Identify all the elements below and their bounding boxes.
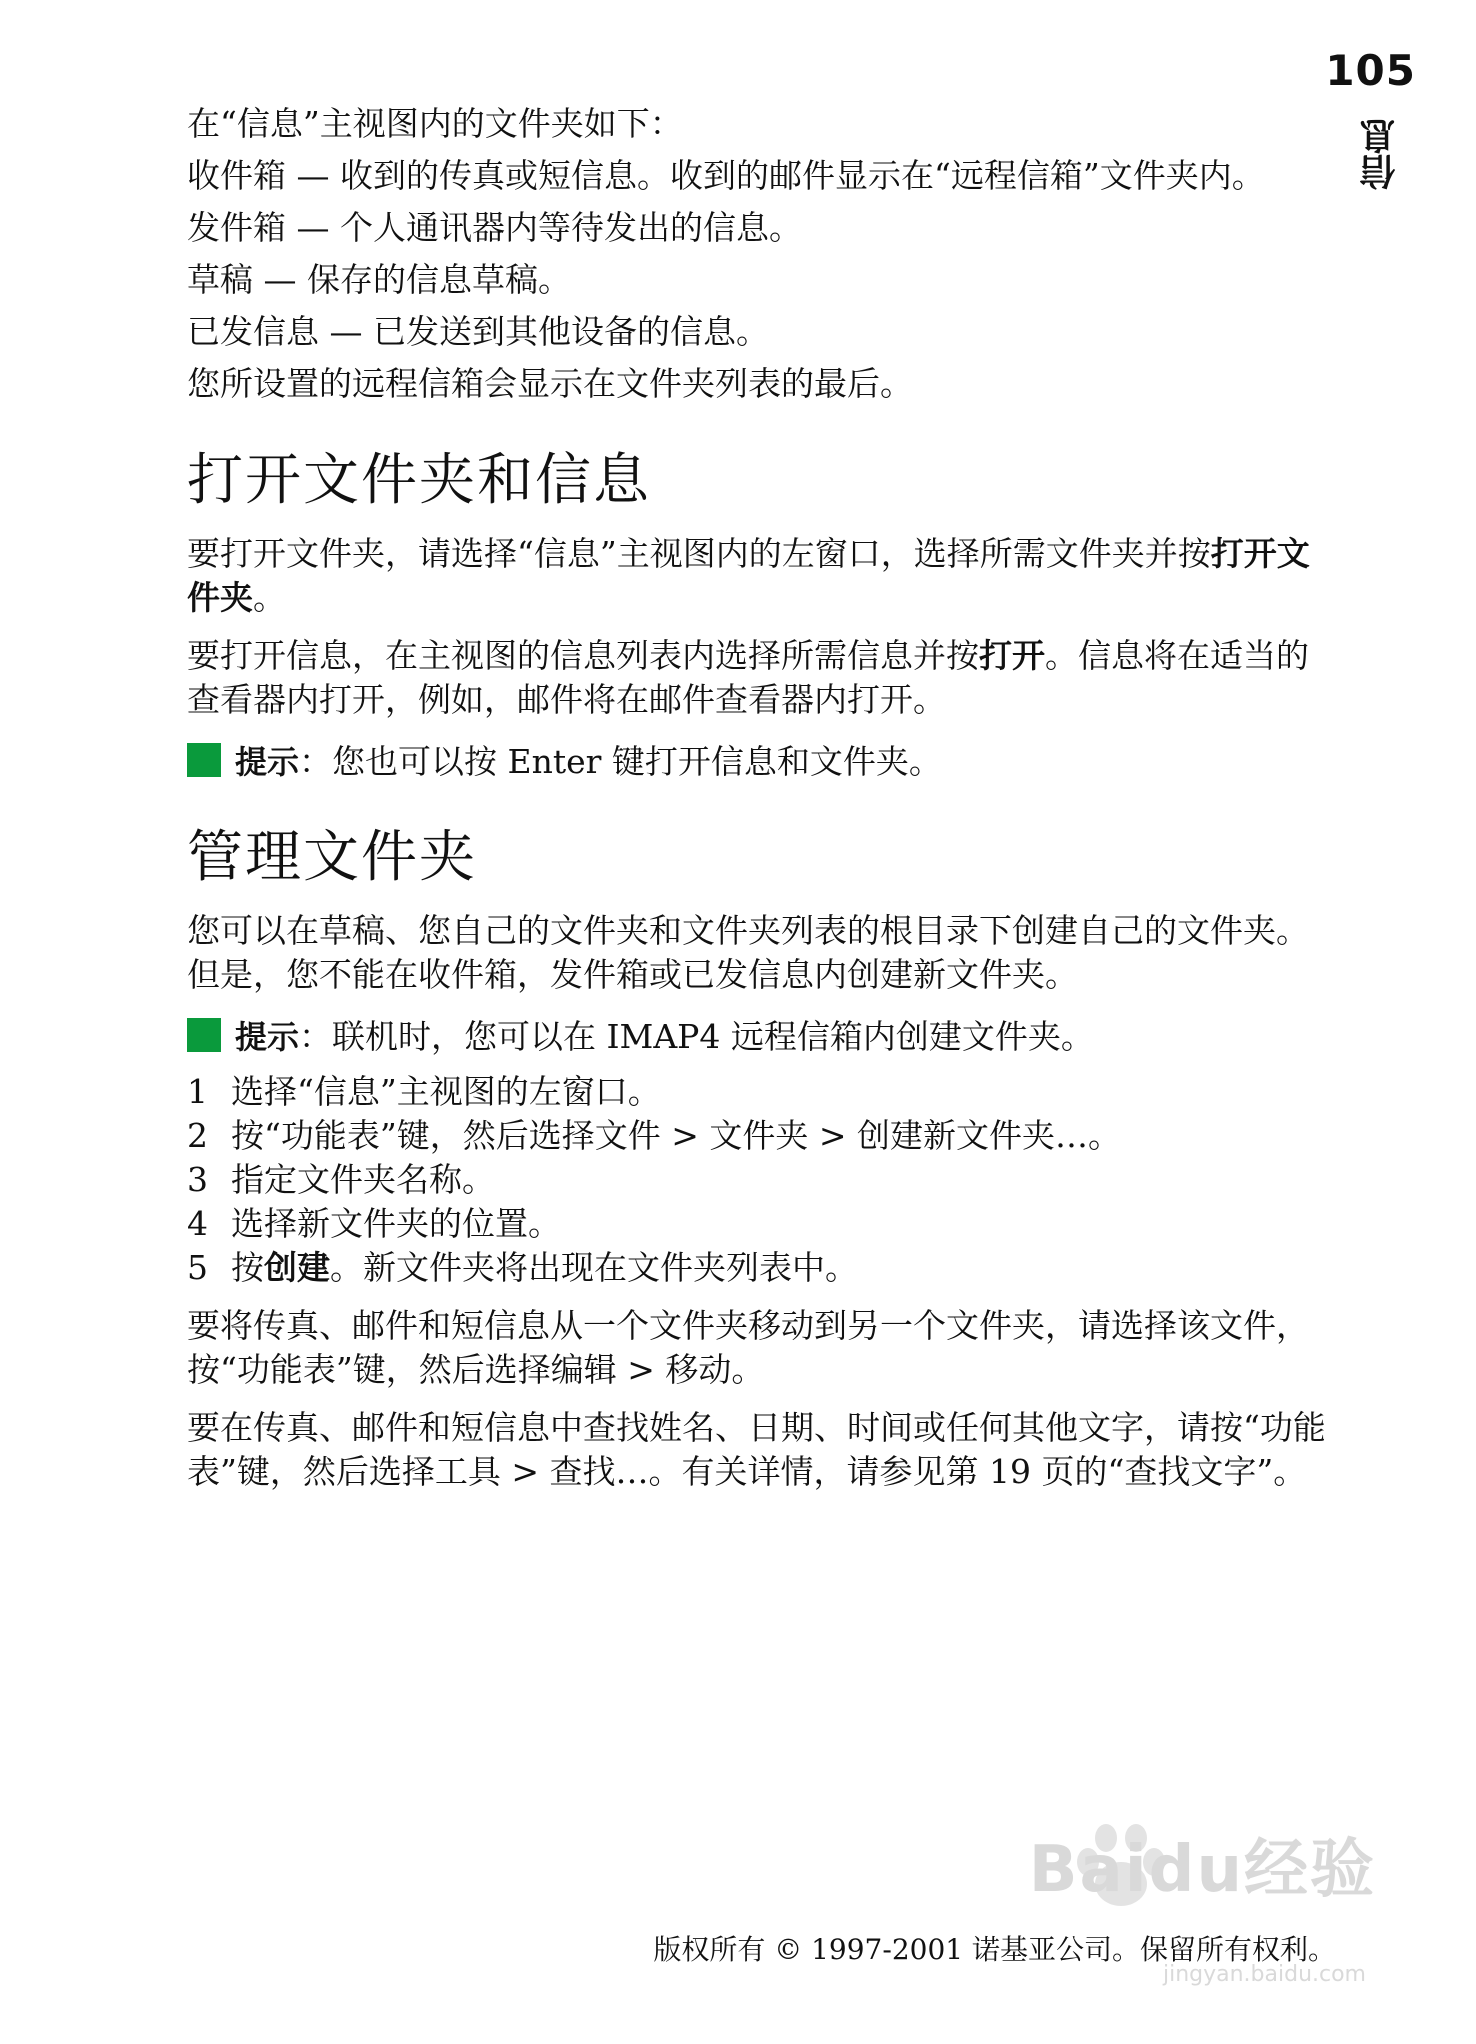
text-run: 选择新文件夹的位置。 [231,1204,561,1243]
tip-square-icon [187,1018,221,1052]
section-heading-open: 打开文件夹和信息 [187,448,651,513]
tip-text: ：您也可以按 Enter 键打开信息和文件夹。 [299,742,942,781]
section-heading-manage: 管理文件夹 [187,825,477,890]
text-run: 选择“信息”主视图的左窗口。 [231,1072,661,1111]
step-number: 1 [187,1072,208,1111]
watermark-logo: Baidu经验 [1028,1833,1376,1907]
tip-square-icon [187,743,221,777]
list-item [187,1070,1337,1114]
step-number: 3 [187,1160,208,1199]
text-run: 要打开信息，在主视图的信息列表内选择所需信息并按 [187,636,979,675]
step-text [231,1114,1121,1158]
tip-text: ：联机时，您可以在 IMAP4 远程信箱内创建文件夹。 [299,1017,1094,1056]
remote-mailbox-note: 您所设置的远程信箱会显示在文件夹列表的最后。 [187,364,913,403]
step-number: 5 [187,1248,208,1287]
step-text [231,1202,561,1246]
text-run: 指定文件夹名称。 [231,1160,495,1199]
text-run: 。新文件夹将出现在文件夹列表中。 [330,1248,858,1287]
list-item [187,1246,1337,1290]
page-number: 105 [1325,46,1416,95]
tip-imap4 [187,1011,1337,1058]
watermark-url: jingyan.baidu.com [1162,1962,1366,1987]
steps-list [187,1070,1337,1290]
tip-label: 提示 [235,742,300,781]
open-message-paragraph [187,634,1337,722]
bold-term-create: 创建 [264,1248,330,1287]
text-run: 按“功能表”键，然后选择文件 > 文件夹 > 创建新文件夹…。 [231,1116,1122,1155]
open-folder-paragraph [187,532,1337,620]
step-text [231,1158,495,1202]
page-content [187,102,1337,1508]
move-paragraph: 要将传真、邮件和短信息从一个文件夹移动到另一个文件夹，请选择该文件，按“功能表”键，然后选择编辑 > 移动。 [187,1306,1309,1389]
definition-drafts: 草稿 — 保存的信息草稿。 [187,260,571,299]
list-item [187,1202,1337,1246]
manage-folder-paragraph: 您可以在草稿、您自己的文件夹和文件夹列表的根目录下创建自己的文件夹。但是，您不能在收件箱，发件箱或已发信息内创建新文件夹。 [187,911,1309,994]
step-text [231,1070,661,1114]
list-item [187,1158,1337,1202]
step-number: 2 [187,1116,208,1155]
bold-term-open: 打开 [979,636,1045,675]
definition-inbox: 收件箱 — 收到的传真或短信息。收到的邮件显示在“远程信箱”文件夹内。 [187,156,1265,195]
list-item [187,1114,1337,1158]
bold-term-open-folder: 打开文件夹 [187,534,1310,617]
text-run: 。 [253,578,286,617]
section-tab: 信息 [1360,118,1401,190]
copyright-footer: 版权所有 © 1997-2001 诺基亚公司。保留所有权利。 [653,1933,1336,1966]
definition-outbox: 发件箱 — 个人通讯器内等待发出的信息。 [187,208,802,247]
find-paragraph: 要在传真、邮件和短信息中查找姓名、日期、时间或任何其他文字，请按“功能表”键，然后选择工具 > 查找…。有关详情，请参见第 19 页的“查找文字”。 [187,1408,1326,1491]
step-number: 4 [187,1204,208,1243]
text-run: 。信息将在适当的查看器内打开，例如，邮件将在邮件查看器内打开。 [187,636,1309,719]
tip-enter-key [187,736,1337,783]
tip-label: 提示 [235,1017,300,1056]
definition-sent: 已发信息 — 已发送到其他设备的信息。 [187,312,769,351]
text-run: 按 [231,1248,264,1287]
text-run: 要打开文件夹，请选择“信息”主视图内的左窗口，选择所需文件夹并按 [187,534,1211,573]
step-text [231,1246,858,1290]
intro-text: 在“信息”主视图内的文件夹如下： [187,104,683,143]
